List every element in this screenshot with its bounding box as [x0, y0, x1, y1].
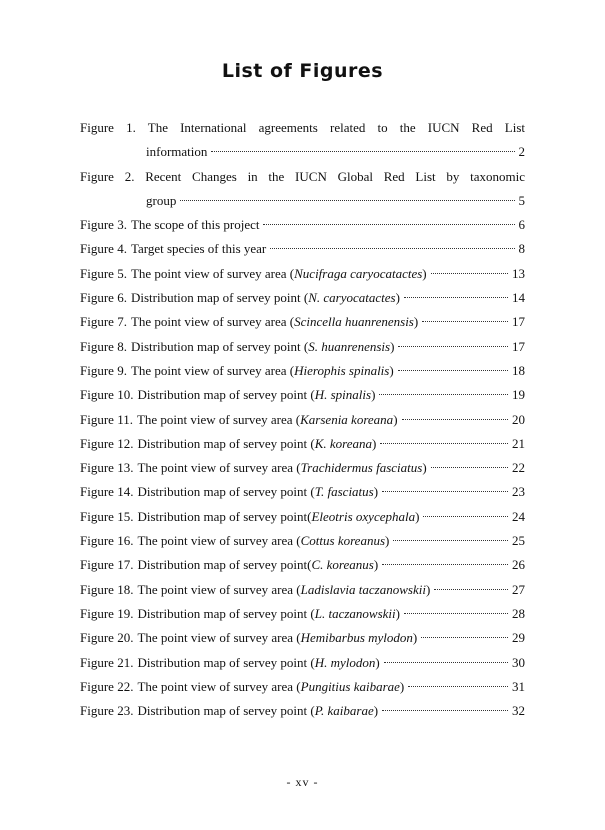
species-name: Hierophis spinalis: [294, 362, 390, 378]
figure-label: Figure 5.: [80, 265, 127, 281]
figure-entry[interactable]: [80, 116, 525, 165]
figure-label: Figure 10.: [80, 387, 134, 403]
figure-caption: Distribution map of servey point (: [130, 338, 309, 354]
dot-leader: [380, 443, 508, 444]
figure-caption: The point view of survey area (: [130, 314, 295, 330]
dot-leader: [382, 491, 508, 492]
figure-page-number: 29: [512, 630, 525, 646]
figure-label: Figure 20.: [80, 630, 134, 646]
figure-caption: The scope of this project: [130, 217, 260, 233]
figure-page-number: 6: [518, 217, 525, 233]
page-number: - xv -: [286, 775, 319, 789]
figure-caption: The point view of survey area (: [137, 678, 301, 694]
species-name: Scincella huanrenensis: [294, 314, 414, 330]
figure-label: Figure 22.: [80, 678, 134, 694]
figure-entry[interactable]: [80, 505, 525, 529]
species-name: Cottus koreanus: [300, 533, 386, 549]
dot-leader: [402, 419, 508, 420]
closing-paren: ): [373, 484, 379, 500]
dot-leader: [180, 200, 514, 201]
figure-caption-continued: group: [146, 192, 177, 208]
figure-caption: The International agreements related to the IUCN Red List: [147, 120, 525, 135]
figure-label: Figure 13.: [80, 460, 134, 476]
figure-page-number: 17: [512, 338, 525, 354]
dot-leader: [382, 564, 508, 565]
closing-paren: ): [422, 460, 427, 476]
figure-caption: The point view of survey area (: [136, 411, 301, 427]
closing-paren: ): [375, 654, 380, 670]
figure-page-number: 28: [512, 605, 525, 621]
page-title: List of Figures: [221, 60, 384, 82]
figure-label: Figure 7.: [80, 314, 127, 330]
closing-paren: ): [422, 265, 427, 281]
figure-entry[interactable]: [80, 529, 525, 553]
dot-leader: [398, 370, 508, 371]
dot-leader: [382, 710, 508, 711]
species-name: Eleotris oxycephala: [311, 508, 416, 524]
dot-leader: [384, 662, 508, 663]
figure-page-number: 23: [512, 484, 525, 500]
dot-leader: [393, 540, 508, 541]
figure-entry[interactable]: [80, 359, 525, 383]
figure-label: Figure 1.: [80, 120, 136, 135]
dot-leader: [431, 467, 508, 468]
figure-page-number: 8: [518, 241, 525, 257]
figure-label: Figure 16.: [80, 533, 134, 549]
closing-paren: ): [413, 314, 419, 330]
figure-caption: The point view of survey area (: [137, 581, 301, 597]
closing-paren: ): [395, 290, 400, 306]
figure-label: Figure 2.: [80, 168, 135, 184]
closing-paren: ): [385, 533, 390, 549]
figure-page-number: 31: [512, 678, 525, 694]
figure-label: Figure 3.: [80, 217, 127, 233]
dot-leader: [270, 248, 514, 249]
figure-label: Figure 12.: [80, 435, 134, 451]
figure-entry[interactable]: [80, 310, 525, 334]
dot-leader: [423, 516, 508, 517]
figure-entry[interactable]: [80, 408, 525, 432]
figure-entry-line: [80, 165, 525, 189]
figure-entry[interactable]: [80, 553, 525, 577]
closing-paren: ): [412, 630, 418, 646]
figure-label: Figure 15.: [80, 508, 134, 524]
figure-entry[interactable]: [80, 602, 525, 626]
figure-caption: Recent Changes in the IUCN Global Red List by taxonomic: [145, 168, 525, 184]
figure-caption: Distribution map of servey point (: [137, 484, 315, 500]
figure-caption: Distribution map of servey point(: [137, 557, 312, 573]
figure-label: Figure 18.: [80, 581, 134, 597]
figure-caption: The point view of survey area (: [137, 630, 301, 646]
species-name: Hemibarbus mylodon: [300, 630, 413, 646]
figure-entry[interactable]: [80, 286, 525, 310]
figure-caption: Distribution map of servey point (: [137, 435, 315, 451]
species-name: K. koreana: [314, 435, 373, 451]
closing-paren: ): [425, 581, 431, 597]
figure-list: [80, 116, 525, 723]
figure-page-number: 18: [512, 362, 525, 378]
figure-caption: Distribution map of servey point (: [137, 605, 315, 621]
figure-caption: The point view of survey area (: [137, 460, 301, 476]
figure-page-number: 26: [512, 557, 525, 573]
figure-label: Figure 23.: [80, 703, 134, 719]
figure-entry[interactable]: [80, 262, 525, 286]
species-name: P. kaibarae: [314, 703, 374, 719]
figure-label: Figure 4.: [80, 241, 127, 257]
figure-caption: The point view of survey area (: [130, 265, 295, 281]
figure-entry[interactable]: [80, 213, 525, 237]
figure-page-number: 22: [512, 460, 525, 476]
dot-leader: [398, 346, 508, 347]
figure-caption: Distribution map of servey point (: [137, 387, 315, 403]
figure-page-number: 32: [512, 703, 525, 719]
figure-entry[interactable]: [80, 165, 525, 214]
figure-page-number: 25: [512, 533, 525, 549]
figure-entry[interactable]: [80, 456, 525, 480]
figure-page-number: 24: [512, 508, 525, 524]
figure-entry[interactable]: [80, 578, 525, 602]
species-name: Pungitius kaibarae: [300, 678, 400, 694]
figure-entry[interactable]: [80, 480, 525, 504]
figure-label: Figure 6.: [80, 290, 127, 306]
figure-entry[interactable]: [80, 675, 525, 699]
figure-page-number: 30: [512, 654, 525, 670]
figure-entry-line: [80, 116, 525, 140]
dot-leader: [379, 394, 508, 395]
species-name: H. spinalis: [314, 387, 372, 403]
figure-page-number: 5: [518, 192, 525, 208]
figure-page-number: 2: [518, 144, 525, 160]
figure-entry[interactable]: [80, 432, 525, 456]
figure-caption: The point view of survey area (: [137, 533, 301, 549]
figure-label: Figure 14.: [80, 484, 134, 500]
species-name: T. fasciatus: [314, 484, 374, 500]
figure-entry[interactable]: [80, 651, 525, 675]
figure-label: Figure 17.: [80, 557, 134, 573]
species-name: H. mylodon: [314, 654, 376, 670]
figure-label: Figure 11.: [80, 411, 133, 427]
figure-entry[interactable]: [80, 626, 525, 650]
dot-leader: [211, 151, 514, 152]
dot-leader: [421, 637, 508, 638]
figure-caption: Distribution map of servey point (: [137, 654, 315, 670]
closing-paren: ): [373, 703, 379, 719]
species-name: L. taczanowskii: [314, 605, 396, 621]
closing-paren: ): [415, 508, 420, 524]
figure-page-number: 17: [512, 314, 525, 330]
figure-caption: Distribution map of servey point (: [137, 703, 315, 719]
figure-caption-continued: information: [146, 144, 208, 160]
species-name: Karsenia koreana: [300, 411, 394, 427]
dot-leader: [404, 297, 508, 298]
species-name: Trachidermus fasciatus: [300, 460, 423, 476]
closing-paren: ): [372, 435, 377, 451]
figure-entry[interactable]: [80, 237, 525, 261]
figure-caption: Distribution map of servey point (: [130, 290, 309, 306]
figure-page-number: 14: [512, 290, 525, 306]
species-name: Nucifraga caryocatactes: [294, 265, 423, 281]
figure-page-number: 21: [512, 435, 525, 451]
dot-leader: [263, 224, 514, 225]
species-name: S. huanrenensis: [308, 338, 391, 354]
closing-paren: ): [395, 605, 400, 621]
closing-paren: ): [399, 678, 405, 694]
species-name: C. koreanus: [311, 557, 374, 573]
closing-paren: ): [371, 387, 376, 403]
figure-entry[interactable]: [80, 699, 525, 723]
dot-leader: [408, 686, 508, 687]
figure-page-number: 27: [512, 581, 525, 597]
dot-leader: [404, 613, 508, 614]
dot-leader: [422, 321, 508, 322]
dot-leader: [434, 589, 508, 590]
closing-paren: ): [373, 557, 379, 573]
figure-label: Figure 21.: [80, 654, 134, 670]
figure-page-number: 19: [512, 387, 525, 403]
figure-page-number: 13: [512, 265, 525, 281]
closing-paren: ): [390, 338, 395, 354]
figure-caption: Distribution map of servey point(: [137, 508, 312, 524]
figure-label: Figure 9.: [80, 362, 127, 378]
figure-page-number: 20: [512, 411, 525, 427]
closing-paren: ): [393, 411, 398, 427]
figure-label: Figure 8.: [80, 338, 127, 354]
closing-paren: ): [389, 362, 394, 378]
figure-label: Figure 19.: [80, 605, 134, 621]
figure-entry[interactable]: [80, 335, 525, 359]
dot-leader: [431, 273, 508, 274]
figure-entry[interactable]: [80, 383, 525, 407]
figure-caption: Target species of this year: [130, 241, 267, 257]
species-name: N. caryocatactes: [308, 290, 396, 306]
figure-caption: The point view of survey area (: [130, 362, 295, 378]
species-name: Ladislavia taczanowskii: [300, 581, 426, 597]
